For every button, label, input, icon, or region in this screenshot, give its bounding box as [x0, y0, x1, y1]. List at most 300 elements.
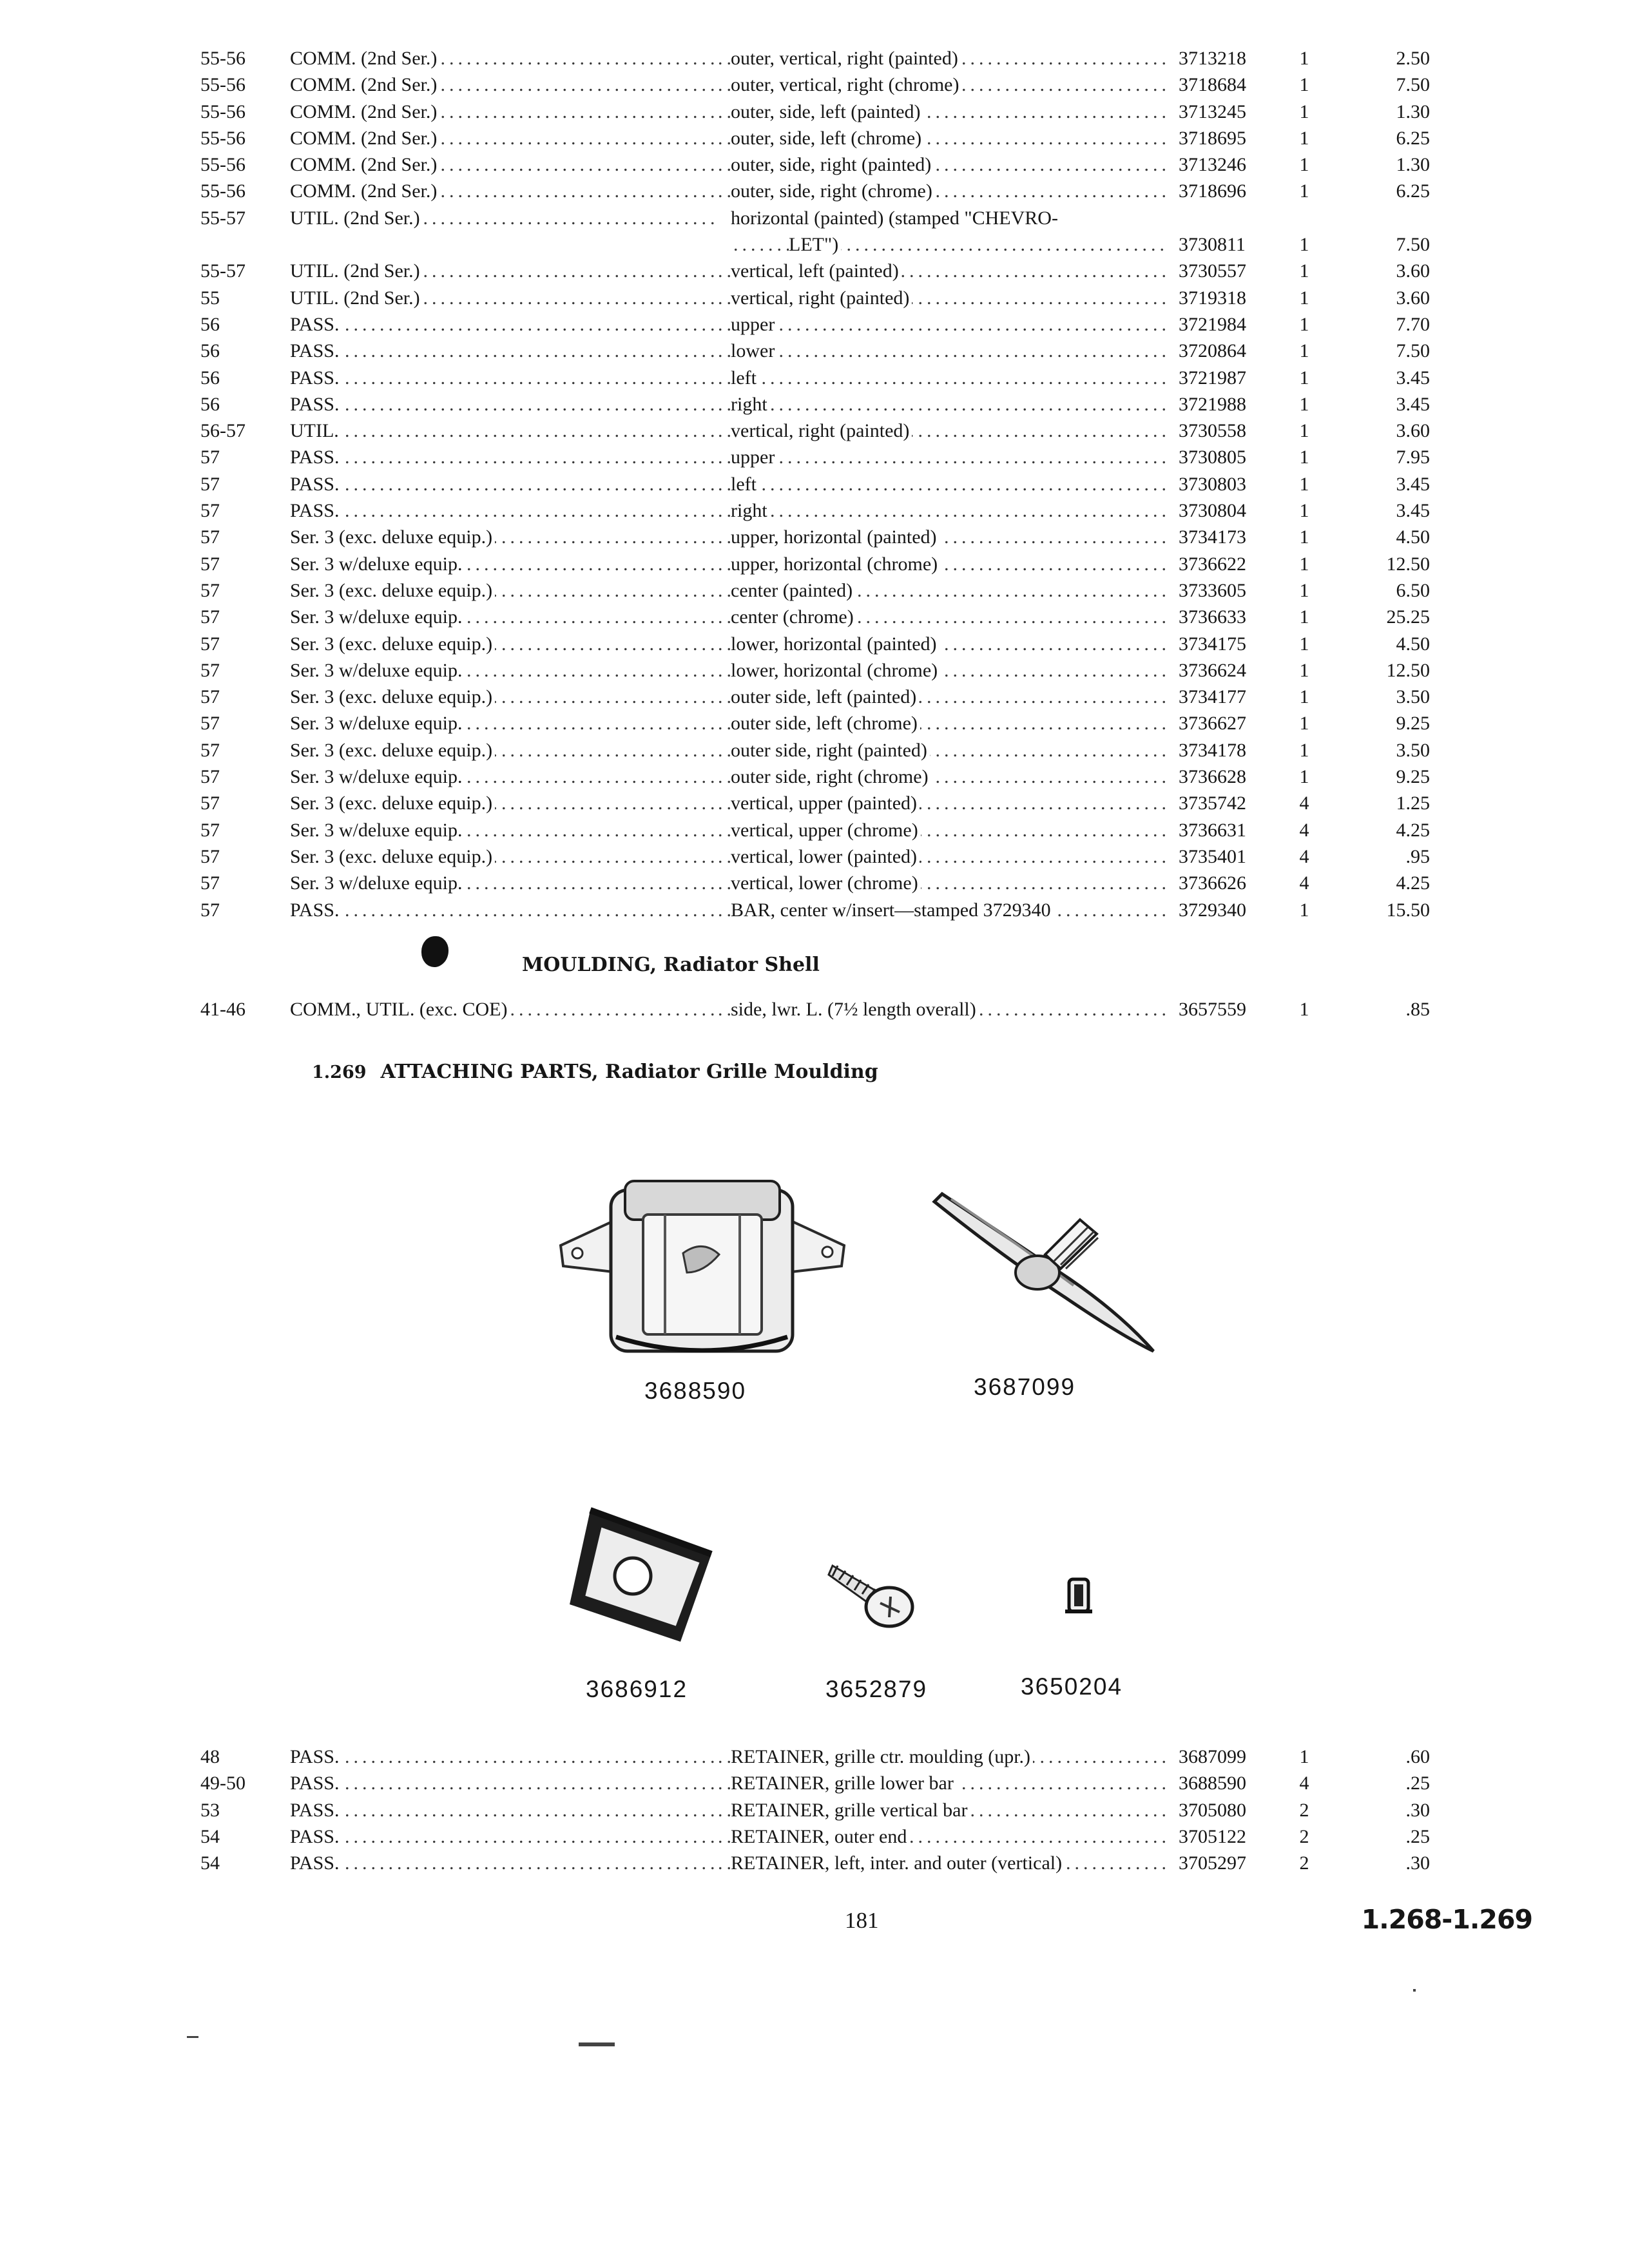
model-text: Ser. 3 (exc. deluxe equip.)	[290, 793, 495, 814]
model-cell	[290, 737, 715, 764]
year-cell: 56	[200, 367, 220, 389]
quantity-cell: 1	[1299, 127, 1309, 149]
grille-part-row	[0, 178, 1629, 204]
description-text: RETAINER, grille vertical bar	[731, 1800, 970, 1821]
part-number-cell: 3735401	[1179, 845, 1246, 867]
description-cell	[715, 258, 1166, 284]
description-text: vertical, left (painted)	[731, 260, 901, 282]
year-cell: 57	[200, 819, 220, 841]
description-text: outer, side, right (chrome)	[731, 180, 935, 202]
price-cell: .95	[1405, 845, 1430, 867]
grille-part-row	[0, 817, 1629, 843]
model-text: COMM. (2nd Ser.)	[290, 154, 439, 175]
model-cell	[290, 631, 715, 657]
price-cell: 7.50	[1396, 74, 1430, 96]
grille-part-row	[0, 870, 1629, 896]
description-cell	[715, 338, 1166, 364]
grille-part-row	[0, 897, 1629, 923]
part-number-cell: 3736633	[1179, 606, 1246, 628]
quantity-cell: 1	[1299, 766, 1309, 788]
model-cell	[290, 870, 715, 896]
description-cell	[715, 996, 1166, 1023]
description-cell	[715, 471, 1166, 497]
grille-part-row	[0, 45, 1629, 72]
part-number-cell: 3713218	[1179, 48, 1246, 69]
year-cell: 57	[200, 606, 220, 628]
model-text: Ser. 3 w/deluxe equip.	[290, 553, 465, 575]
price-cell: 4.50	[1396, 526, 1430, 548]
price-cell: .30	[1405, 1852, 1430, 1874]
quantity-cell: 1	[1299, 260, 1309, 282]
model-cell	[290, 1770, 715, 1796]
description-cell	[715, 1850, 1166, 1876]
part-number-cell: 3705297	[1179, 1852, 1246, 1874]
description-cell	[715, 817, 1166, 843]
quantity-cell: 1	[1299, 48, 1309, 69]
scan-artifact-mark	[579, 2042, 615, 2046]
model-text: COMM. (2nd Ser.)	[290, 74, 439, 95]
description-cell	[715, 99, 1166, 125]
model-text: Ser. 3 w/deluxe equip.	[290, 766, 465, 787]
grille-part-row	[0, 72, 1629, 98]
part-number-cell: 3657559	[1179, 999, 1246, 1020]
grille-moulding-table	[0, 45, 1629, 923]
part-label-3652879: 3652879	[825, 1676, 928, 1702]
grille-part-row	[0, 524, 1629, 550]
grille-part-row	[0, 631, 1629, 657]
price-cell: 2.50	[1396, 48, 1430, 69]
nut-3650204-image	[1063, 1575, 1095, 1617]
description-cell	[715, 1744, 1166, 1770]
price-cell: 3.60	[1396, 287, 1430, 309]
price-cell: 3.50	[1396, 739, 1430, 761]
quantity-cell: 1	[1299, 367, 1309, 389]
model-cell	[290, 1744, 715, 1770]
model-text: Ser. 3 (exc. deluxe equip.)	[290, 580, 495, 601]
model-cell	[290, 551, 715, 577]
price-cell: .25	[1405, 1773, 1430, 1794]
quantity-cell: 1	[1299, 180, 1309, 202]
description-cell	[715, 764, 1166, 790]
quantity-cell: 1	[1299, 500, 1309, 522]
model-text: Ser. 3 w/deluxe equip.	[290, 872, 465, 894]
model-cell	[290, 604, 715, 630]
model-cell	[290, 897, 715, 923]
model-text: COMM. (2nd Ser.)	[290, 48, 439, 69]
description-text: RETAINER, left, inter. and outer (vertical)	[731, 1852, 1065, 1874]
quantity-cell: 2	[1299, 1799, 1309, 1821]
year-cell: 55-57	[200, 207, 246, 229]
description-cell	[715, 657, 1166, 684]
quantity-cell: 4	[1299, 845, 1309, 867]
part-number-cell: 3734173	[1179, 526, 1246, 548]
part-number-cell: 3719318	[1179, 287, 1246, 309]
model-text: COMM. (2nd Ser.)	[290, 180, 439, 202]
description-text: upper, horizontal (chrome)	[731, 553, 940, 575]
quantity-cell: 1	[1299, 633, 1309, 655]
description-cell	[715, 1797, 1166, 1823]
description-cell	[715, 604, 1166, 630]
quantity-cell: 1	[1299, 899, 1309, 921]
year-cell: 56	[200, 313, 220, 335]
price-cell: 7.50	[1396, 234, 1430, 256]
description-text: vertical, upper (painted)	[731, 793, 920, 814]
price-cell: 9.25	[1396, 766, 1430, 788]
year-cell: 53	[200, 1799, 220, 1821]
description-text: RETAINER, outer end	[731, 1826, 909, 1847]
description-continuation-text: LET")	[789, 234, 841, 255]
year-cell: 55-56	[200, 74, 246, 96]
grille-part-row	[0, 418, 1629, 444]
description-text: right	[731, 394, 770, 415]
model-text: Ser. 3 w/deluxe equip.	[290, 660, 465, 681]
quantity-cell: 1	[1299, 606, 1309, 628]
model-text: UTIL. (2nd Ser.)	[290, 207, 423, 229]
quantity-cell: 1	[1299, 74, 1309, 96]
part-number-cell: 3705080	[1179, 1799, 1246, 1821]
price-cell: 3.45	[1396, 473, 1430, 495]
quantity-cell: 1	[1299, 579, 1309, 601]
model-text: COMM. (2nd Ser.)	[290, 101, 439, 122]
description-text: upper	[731, 314, 777, 335]
description-text: outer, vertical, right (chrome)	[731, 74, 961, 95]
model-cell	[290, 657, 715, 684]
description-cell	[715, 205, 1166, 258]
description-cell	[715, 843, 1166, 870]
model-cell	[290, 444, 715, 470]
part-number-cell: 3735742	[1179, 793, 1246, 814]
model-cell	[290, 125, 715, 151]
model-cell	[290, 205, 715, 231]
description-cell	[715, 790, 1166, 816]
part-number-cell: 3730811	[1179, 234, 1246, 256]
quantity-cell: 1	[1299, 154, 1309, 176]
quantity-cell: 2	[1299, 1825, 1309, 1847]
model-text: Ser. 3 w/deluxe equip.	[290, 713, 465, 734]
year-cell: 57	[200, 659, 220, 681]
price-cell: 3.45	[1396, 393, 1430, 415]
quantity-cell: 1	[1299, 999, 1309, 1020]
description-text: horizontal (painted) (stamped "CHEVRO-	[731, 205, 1166, 231]
quantity-cell: 4	[1299, 819, 1309, 841]
description-cell	[715, 285, 1166, 311]
year-cell: 57	[200, 526, 220, 548]
model-text: PASS.	[290, 1773, 342, 1794]
price-cell: 6.25	[1396, 127, 1430, 149]
part-number-cell: 3720864	[1179, 340, 1246, 362]
grille-part-row	[0, 99, 1629, 125]
description-text: BAR, center w/insert—stamped 3729340	[731, 899, 1054, 921]
year-cell: 56	[200, 393, 220, 415]
model-cell	[290, 1797, 715, 1823]
description-cell	[715, 524, 1166, 550]
quantity-cell: 1	[1299, 101, 1309, 122]
description-text: outer side, right (chrome)	[731, 766, 931, 787]
model-cell	[290, 45, 715, 72]
part-number-cell: 3734175	[1179, 633, 1246, 655]
price-cell: 3.50	[1396, 686, 1430, 708]
part-label-3686912: 3686912	[586, 1676, 688, 1702]
grille-part-row	[0, 684, 1629, 710]
grille-part-row	[0, 258, 1629, 284]
model-text: Ser. 3 w/deluxe equip.	[290, 820, 465, 841]
model-cell	[290, 843, 715, 870]
description-text: outer, vertical, right (painted)	[731, 48, 961, 69]
price-cell: 15.50	[1386, 899, 1430, 921]
year-cell: 41-46	[200, 999, 246, 1020]
quantity-cell: 1	[1299, 234, 1309, 256]
part-number-cell: 3736628	[1179, 766, 1246, 788]
grille-part-row	[0, 444, 1629, 470]
year-cell: 57	[200, 899, 220, 921]
price-cell: 7.70	[1396, 313, 1430, 335]
grille-part-row	[0, 737, 1629, 764]
price-cell: 3.45	[1396, 367, 1430, 389]
grille-part-row	[0, 125, 1629, 151]
model-text: PASS.	[290, 500, 342, 521]
part-number-cell: 3730805	[1179, 447, 1246, 468]
grille-part-row	[0, 657, 1629, 684]
part-number-cell: 3730803	[1179, 473, 1246, 495]
description-text: vertical, upper (chrome)	[731, 820, 921, 841]
model-cell	[290, 311, 715, 338]
grille-part-row	[0, 285, 1629, 311]
price-cell: 6.50	[1396, 579, 1430, 601]
grille-part-row	[0, 365, 1629, 391]
price-cell: 4.25	[1396, 819, 1430, 841]
part-label-3687099: 3687099	[974, 1374, 1076, 1400]
model-text: COMM. (2nd Ser.)	[290, 128, 439, 149]
model-cell	[290, 99, 715, 125]
quantity-cell: 1	[1299, 686, 1309, 708]
model-text: PASS.	[290, 1746, 342, 1767]
quantity-cell: 1	[1299, 287, 1309, 309]
quantity-cell: 1	[1299, 447, 1309, 468]
model-cell	[290, 1850, 715, 1876]
model-cell	[290, 524, 715, 550]
price-cell: .60	[1405, 1746, 1430, 1767]
model-cell	[290, 72, 715, 98]
retainer-part-row	[0, 1823, 1629, 1850]
quantity-cell: 1	[1299, 553, 1309, 575]
description-cell	[715, 897, 1166, 923]
description-text: center (chrome)	[731, 606, 856, 628]
year-cell: 55-57	[200, 260, 246, 282]
description-cell	[715, 125, 1166, 151]
price-cell: .25	[1405, 1825, 1430, 1847]
part-number-cell: 3734177	[1179, 686, 1246, 708]
model-cell	[290, 764, 715, 790]
quantity-cell: 1	[1299, 713, 1309, 735]
model-text: Ser. 3 (exc. deluxe equip.)	[290, 633, 495, 655]
grille-part-row	[0, 710, 1629, 736]
year-cell: 55-56	[200, 101, 246, 122]
year-cell: 57	[200, 766, 220, 788]
model-cell	[290, 710, 715, 736]
description-text: vertical, right (painted)	[731, 287, 912, 309]
year-cell: 49-50	[200, 1773, 246, 1794]
part-number-cell: 3718695	[1179, 127, 1246, 149]
year-cell: 57	[200, 553, 220, 575]
year-cell: 57	[200, 845, 220, 867]
year-cell: 57	[200, 633, 220, 655]
model-cell	[290, 391, 715, 418]
model-cell	[290, 497, 715, 524]
part-number-cell: 3688590	[1179, 1773, 1246, 1794]
scan-artifact-mark	[187, 2036, 198, 2038]
price-cell: 3.60	[1396, 260, 1430, 282]
year-cell: 55-56	[200, 154, 246, 176]
retainer-part-row	[0, 1770, 1629, 1796]
quantity-cell: 4	[1299, 872, 1309, 894]
part-number-cell: 3721984	[1179, 313, 1246, 335]
year-cell: 56	[200, 340, 220, 362]
part-number-cell: 3705122	[1179, 1825, 1246, 1847]
description-cell	[715, 178, 1166, 204]
description-continuation	[731, 231, 1166, 258]
model-cell	[290, 996, 715, 1023]
attaching-parts-heading	[312, 1061, 878, 1083]
price-cell: 25.25	[1386, 606, 1430, 628]
part-number-cell: 3736631	[1179, 819, 1246, 841]
description-cell	[715, 45, 1166, 72]
year-cell: 57	[200, 872, 220, 894]
price-cell: 12.50	[1386, 553, 1430, 575]
model-text: Ser. 3 (exc. deluxe equip.)	[290, 526, 495, 548]
quantity-cell: 1	[1299, 659, 1309, 681]
retainer-3687099-image	[928, 1182, 1160, 1366]
section-bullet-mark	[421, 936, 448, 967]
quantity-cell: 1	[1299, 739, 1309, 761]
retainer-part-row	[0, 1744, 1629, 1770]
description-text: outer side, left (painted)	[731, 686, 919, 707]
part-number-cell: 3736622	[1179, 553, 1246, 575]
part-number-cell: 3736624	[1179, 659, 1246, 681]
model-text: PASS.	[290, 394, 342, 415]
price-cell: 7.50	[1396, 340, 1430, 362]
quantity-cell: 1	[1299, 393, 1309, 415]
description-text: outer side, right (painted)	[731, 740, 930, 761]
price-cell: 1.30	[1396, 154, 1430, 176]
grille-part-row	[0, 604, 1629, 630]
description-text: lower, horizontal (painted)	[731, 633, 940, 655]
quantity-cell: 4	[1299, 1773, 1309, 1794]
description-text: vertical, lower (chrome)	[731, 872, 921, 894]
year-cell: 55	[200, 287, 220, 309]
year-cell: 54	[200, 1825, 220, 1847]
description-cell	[715, 710, 1166, 736]
price-cell: 1.25	[1396, 793, 1430, 814]
model-cell	[290, 178, 715, 204]
price-cell: 6.25	[1396, 180, 1430, 202]
quantity-cell: 1	[1299, 340, 1309, 362]
model-cell	[290, 418, 715, 444]
description-cell	[715, 684, 1166, 710]
model-cell	[290, 817, 715, 843]
year-cell: 57	[200, 579, 220, 601]
description-text: RETAINER, grille ctr. moulding (upr.)	[731, 1746, 1033, 1767]
model-cell	[290, 151, 715, 178]
part-number-cell: 3713246	[1179, 154, 1246, 176]
section-number: 1.269	[312, 1062, 367, 1082]
part-number-cell: 3729340	[1179, 899, 1246, 921]
grille-part-row	[0, 205, 1629, 258]
model-text: Ser. 3 w/deluxe equip.	[290, 606, 465, 628]
retainer-parts-table	[0, 1744, 1629, 1876]
description-cell	[715, 151, 1166, 178]
description-cell	[715, 577, 1166, 604]
year-cell: 55-56	[200, 48, 246, 69]
year-cell: 57	[200, 713, 220, 735]
description-text: vertical, lower (painted)	[731, 846, 920, 867]
grille-part-row	[0, 790, 1629, 816]
description-cell	[715, 311, 1166, 338]
model-text: PASS.	[290, 314, 342, 335]
price-cell: 12.50	[1386, 659, 1430, 681]
description-cell	[715, 72, 1166, 98]
quantity-cell: 1	[1299, 420, 1309, 442]
description-cell	[715, 631, 1166, 657]
description-cell	[715, 444, 1166, 470]
year-cell: 57	[200, 473, 220, 495]
section-title: ATTACHING PARTS, Radiator Grille Moulding	[380, 1061, 878, 1083]
description-text: left	[731, 367, 759, 389]
clip-3686912-image	[564, 1501, 719, 1649]
radiator-shell-moulding-heading: MOULDING, Radiator Shell	[522, 954, 820, 976]
quantity-cell: 1	[1299, 313, 1309, 335]
description-text: upper, horizontal (painted)	[731, 526, 940, 548]
description-cell	[715, 1823, 1166, 1850]
model-text: UTIL. (2nd Ser.)	[290, 287, 423, 309]
model-text: PASS.	[290, 1800, 342, 1821]
model-cell	[290, 1823, 715, 1850]
price-cell: .85	[1405, 999, 1430, 1020]
price-cell: 3.45	[1396, 500, 1430, 522]
year-cell: 57	[200, 739, 220, 761]
year-cell: 57	[200, 500, 220, 522]
grille-part-row	[0, 471, 1629, 497]
year-cell: 54	[200, 1852, 220, 1874]
price-cell: 4.25	[1396, 872, 1430, 894]
model-cell	[290, 285, 715, 311]
part-number-cell: 3730558	[1179, 420, 1246, 442]
part-number-cell: 3718696	[1179, 180, 1246, 202]
model-cell	[290, 365, 715, 391]
grille-part-row	[0, 764, 1629, 790]
quantity-cell: 1	[1299, 1746, 1309, 1767]
model-text: PASS.	[290, 1826, 342, 1847]
grille-part-row	[0, 497, 1629, 524]
description-cell	[715, 870, 1166, 896]
grille-part-row	[0, 843, 1629, 870]
model-text: PASS.	[290, 1852, 342, 1874]
year-cell: 56-57	[200, 420, 246, 442]
model-text: Ser. 3 (exc. deluxe equip.)	[290, 686, 495, 707]
model-cell	[290, 577, 715, 604]
part-number-cell: 3718684	[1179, 74, 1246, 96]
description-text: upper	[731, 447, 777, 468]
year-cell: 57	[200, 793, 220, 814]
model-text: PASS.	[290, 899, 342, 921]
part-number-cell: 3730557	[1179, 260, 1246, 282]
model-text: COMM., UTIL. (exc. COE)	[290, 999, 510, 1020]
description-text: outer, side, left (painted)	[731, 101, 923, 122]
description-cell	[715, 418, 1166, 444]
grille-part-row	[0, 551, 1629, 577]
model-text: Ser. 3 (exc. deluxe equip.)	[290, 846, 495, 867]
model-text: UTIL.	[290, 420, 342, 441]
grille-part-row	[0, 151, 1629, 178]
